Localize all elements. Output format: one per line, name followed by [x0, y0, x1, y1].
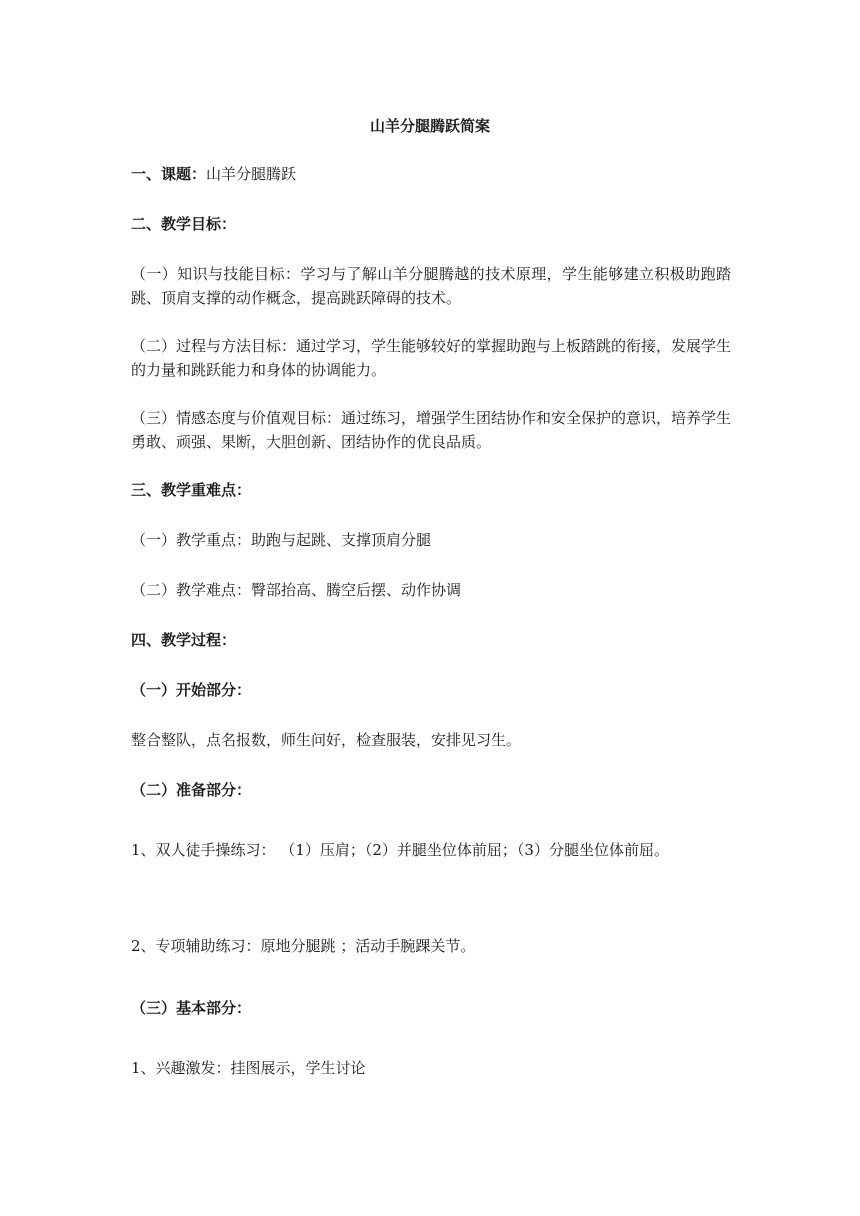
goals-heading: 二、教学目标：	[131, 215, 237, 233]
goal-process-method: （二）过程与方法目标：通过学习，学生能够较好的掌握助跑与上板踏跳的衔接，发展学生的力量和跳跃能力和身体的协调能力。	[131, 337, 732, 379]
goal-emotion-values: （三）情感态度与价值观目标：通过练习，增强学生团结协作和安全保护的意识，培养学生勇敢、顽强、果断，大胆创新、团结协作的优良品质。	[131, 409, 732, 451]
goal-knowledge-skill: （一）知识与技能目标：学习与了解山羊分腿腾越的技术原理，学生能够建立积极助跑踏跳、顶肩支撑的动作概念，提高跳跃障碍的技术。	[131, 265, 731, 307]
opening-part-heading: （一）开始部分：	[131, 681, 252, 699]
topic-line	[131, 162, 731, 186]
topic-value: 山羊分腿腾跃	[206, 165, 297, 183]
preparation-item-2: 2、专项辅助练习：原地分腿跳 ；活动手腕踝关节。	[131, 937, 476, 955]
opening-part-text: 整合整队，点名报数，师生问好，检查服装，安排见习生。	[131, 731, 522, 749]
preparation-part-heading: （二）准备部分：	[131, 781, 252, 799]
basic-item-1: 1、兴趣激发：挂图展示，学生讨论	[131, 1059, 366, 1077]
key-points-heading: 三、教学重难点：	[131, 481, 252, 499]
document-title: 山羊分腿腾跃简案	[369, 117, 490, 135]
topic-label: 一、课题：	[131, 165, 207, 183]
key-point-focus: （一）教学重点：助跑与起跳、支撑顶肩分腿	[131, 531, 432, 549]
key-point-difficulty: （二）教学难点：臀部抬高、腾空后摆、动作协调	[131, 581, 462, 599]
process-heading: 四、教学过程：	[131, 631, 237, 649]
preparation-item-1: 1、双人徒手操练习： （1）压肩；（2）并腿坐位体前屈；（3）分腿坐位体前屈。	[131, 841, 669, 859]
basic-part-heading: （三）基本部分：	[131, 999, 252, 1017]
